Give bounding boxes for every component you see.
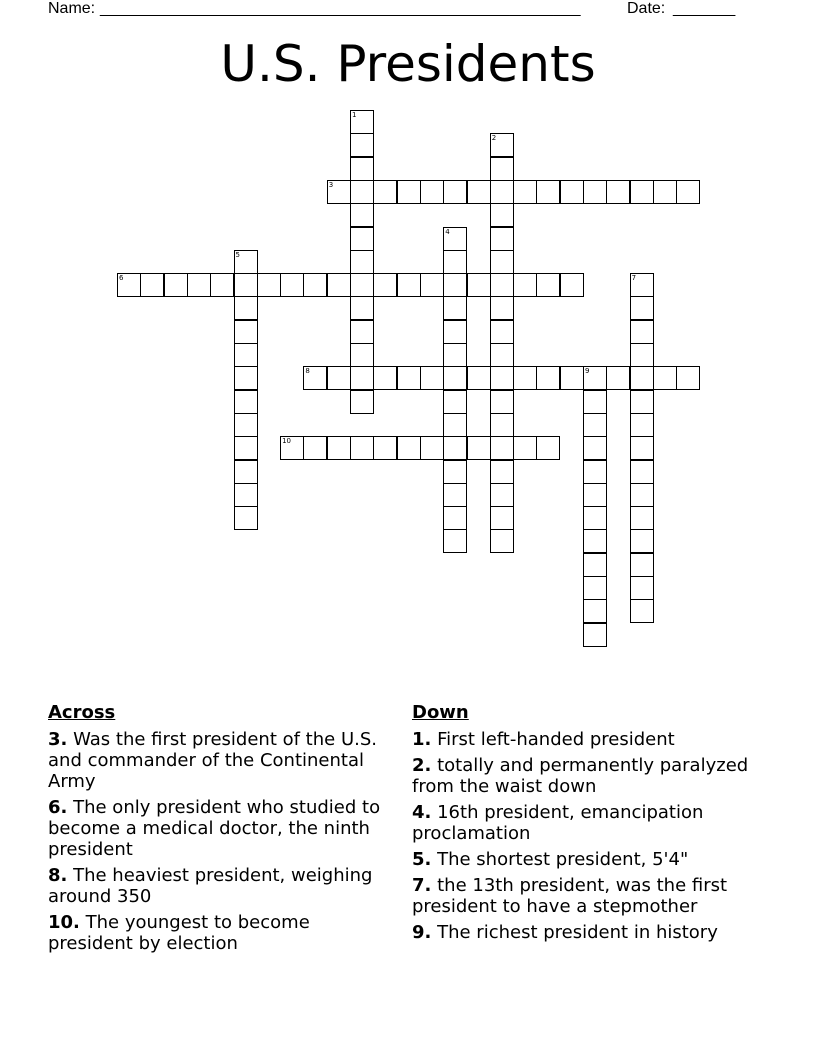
- crossword-cell[interactable]: [513, 366, 537, 390]
- crossword-cell[interactable]: [443, 227, 467, 251]
- clue-number: 7.: [412, 875, 432, 896]
- crossword-cell[interactable]: [234, 343, 258, 367]
- clue-text: The youngest to become president by election: [48, 912, 310, 954]
- crossword-cell[interactable]: [443, 180, 467, 204]
- crossword-cell[interactable]: [490, 436, 514, 460]
- crossword-cell[interactable]: [350, 250, 374, 274]
- crossword-cell[interactable]: [467, 436, 491, 460]
- crossword-cell[interactable]: [560, 366, 584, 390]
- across-clues: [48, 702, 388, 959]
- crossword-cell[interactable]: [257, 273, 281, 297]
- crossword-cell[interactable]: [583, 576, 607, 600]
- crossword-cell[interactable]: [653, 180, 677, 204]
- crossword-cell[interactable]: [420, 436, 444, 460]
- crossword-cell[interactable]: [443, 273, 467, 297]
- crossword-cell[interactable]: [560, 273, 584, 297]
- crossword-cell[interactable]: [350, 133, 374, 157]
- cell-number: 7: [631, 274, 637, 283]
- crossword-cell[interactable]: [234, 273, 258, 297]
- cell-number: 2: [491, 134, 497, 143]
- crossword-cell[interactable]: [420, 180, 444, 204]
- crossword-cell[interactable]: [583, 436, 607, 460]
- across-clue: [48, 797, 388, 860]
- crossword-cell[interactable]: [536, 366, 560, 390]
- crossword-cell[interactable]: [280, 436, 304, 460]
- down-clue: [412, 875, 762, 917]
- crossword-cell[interactable]: [210, 273, 234, 297]
- crossword-cell[interactable]: [443, 506, 467, 530]
- crossword-cell[interactable]: [303, 273, 327, 297]
- crossword-cell[interactable]: [536, 436, 560, 460]
- crossword-cell[interactable]: [676, 180, 700, 204]
- down-clues: [412, 702, 762, 948]
- down-clue: [412, 922, 762, 943]
- crossword-cell[interactable]: [490, 227, 514, 251]
- crossword-cell[interactable]: [583, 366, 607, 390]
- crossword-cell[interactable]: [443, 460, 467, 484]
- crossword-cell[interactable]: [350, 436, 374, 460]
- cell-number: 9: [585, 367, 590, 376]
- crossword-cell[interactable]: [583, 529, 607, 553]
- clue-text: The shortest president, 5'4": [437, 849, 689, 870]
- crossword-cell[interactable]: [630, 390, 654, 414]
- crossword-cell[interactable]: [490, 506, 514, 530]
- crossword-cell[interactable]: [187, 273, 211, 297]
- crossword-cell[interactable]: [630, 576, 654, 600]
- crossword-cell[interactable]: [490, 203, 514, 227]
- crossword-cell[interactable]: [443, 390, 467, 414]
- crossword-cell[interactable]: [443, 366, 467, 390]
- clue-text: The heaviest president, weighing around 350: [48, 865, 373, 907]
- crossword-cell[interactable]: [630, 296, 654, 320]
- across-clue: [48, 912, 388, 954]
- crossword-cell[interactable]: [490, 273, 514, 297]
- cell-number: 8: [305, 367, 310, 376]
- cell-number: 1: [352, 111, 357, 119]
- crossword-cell[interactable]: [630, 529, 654, 553]
- crossword-cell[interactable]: [443, 483, 467, 507]
- down-clue: [412, 849, 762, 870]
- crossword-cell[interactable]: [327, 366, 351, 390]
- crossword-cell[interactable]: [676, 366, 700, 390]
- crossword-cell[interactable]: [583, 599, 607, 623]
- crossword-cell[interactable]: [490, 483, 514, 507]
- crossword-cell[interactable]: [583, 553, 607, 577]
- cell-number: 4: [445, 227, 450, 236]
- crossword-cell[interactable]: [630, 180, 654, 204]
- crossword-cell[interactable]: [583, 460, 607, 484]
- crossword-cell[interactable]: [630, 343, 654, 367]
- crossword-cell[interactable]: [350, 157, 374, 181]
- crossword-cell[interactable]: [583, 180, 607, 204]
- crossword-cell[interactable]: [234, 436, 258, 460]
- crossword-cell[interactable]: [397, 366, 421, 390]
- crossword-cell[interactable]: [350, 180, 374, 204]
- crossword-cell[interactable]: [303, 436, 327, 460]
- across-heading: Across: [48, 702, 116, 723]
- clue-text: totally and permanently paralyzed from the waist down: [412, 755, 749, 797]
- crossword-cell[interactable]: [443, 413, 467, 437]
- crossword-cell[interactable]: [536, 180, 560, 204]
- crossword-cell[interactable]: [420, 366, 444, 390]
- crossword-cell[interactable]: [630, 483, 654, 507]
- page-title: U.S. Presidents: [220, 35, 596, 93]
- crossword-cell[interactable]: [350, 320, 374, 344]
- crossword-cell[interactable]: [397, 273, 421, 297]
- crossword-cell[interactable]: [373, 366, 397, 390]
- crossword-cell[interactable]: [490, 133, 514, 157]
- crossword-cell[interactable]: [234, 413, 258, 437]
- crossword-cell[interactable]: [327, 180, 351, 204]
- crossword-cell[interactable]: [234, 250, 258, 274]
- cell-number: 3: [328, 180, 334, 189]
- crossword-cell[interactable]: [490, 390, 514, 414]
- crossword-cell[interactable]: [513, 180, 537, 204]
- crossword-cell[interactable]: [234, 506, 258, 530]
- crossword-cell[interactable]: [583, 506, 607, 530]
- clue-number: 4.: [412, 802, 432, 823]
- clue-number: 3.: [48, 729, 68, 750]
- clue-number: 5.: [412, 849, 432, 870]
- clue-number: 8.: [48, 865, 68, 886]
- down-clue: [412, 729, 762, 750]
- crossword-cell[interactable]: [536, 273, 560, 297]
- crossword-cell[interactable]: [490, 366, 514, 390]
- clue-number: 1.: [412, 729, 432, 750]
- cell-number: 6: [119, 274, 124, 283]
- crossword-cell[interactable]: [490, 460, 514, 484]
- crossword-cell[interactable]: [117, 273, 141, 297]
- clue-text: First left-handed president: [437, 729, 675, 750]
- crossword-cell[interactable]: [653, 366, 677, 390]
- cell-number: 10: [282, 437, 292, 446]
- crossword-cell[interactable]: [164, 273, 188, 297]
- name-label: Name:: [48, 0, 96, 17]
- clue-number: 2.: [412, 755, 432, 776]
- crossword-cell[interactable]: [373, 180, 397, 204]
- name-field[interactable]: ______________________________________________________: [100, 0, 581, 17]
- clue-number: 6.: [48, 797, 68, 818]
- clue-number: 9.: [412, 922, 432, 943]
- crossword-cell[interactable]: [303, 366, 327, 390]
- crossword-cell[interactable]: [583, 623, 607, 647]
- crossword-cell[interactable]: [234, 483, 258, 507]
- clue-text: the 13th president, was the first president to have a stepmother: [412, 875, 728, 917]
- crossword-cell[interactable]: [234, 460, 258, 484]
- crossword-cell[interactable]: [583, 390, 607, 414]
- crossword-cell[interactable]: [443, 436, 467, 460]
- crossword-cell[interactable]: [630, 599, 654, 623]
- crossword-cell[interactable]: [630, 436, 654, 460]
- crossword-cell[interactable]: [606, 366, 630, 390]
- clue-text: Was the first president of the U.S. and commander of the Continental Army: [48, 729, 377, 792]
- crossword-cell[interactable]: [630, 460, 654, 484]
- crossword-cell[interactable]: [234, 296, 258, 320]
- crossword-cell[interactable]: [490, 296, 514, 320]
- date-label: Date:: [627, 0, 666, 17]
- clue-text: The only president who studied to become a medical doctor, the ninth president: [48, 797, 381, 860]
- crossword-cell[interactable]: [350, 227, 374, 251]
- crossword-cell[interactable]: [630, 413, 654, 437]
- crossword-cell[interactable]: [443, 529, 467, 553]
- crossword-cell[interactable]: [467, 180, 491, 204]
- crossword-cell[interactable]: [140, 273, 164, 297]
- clue-number: 10.: [48, 912, 80, 933]
- date-field[interactable]: _______: [673, 0, 736, 17]
- crossword-cell[interactable]: [443, 296, 467, 320]
- down-clue: [412, 802, 762, 844]
- crossword-cell[interactable]: [443, 343, 467, 367]
- down-clue: [412, 755, 762, 797]
- crossword-cell[interactable]: [490, 413, 514, 437]
- clue-text: 16th president, emancipation proclamation: [412, 802, 704, 844]
- crossword-cell[interactable]: [350, 110, 374, 134]
- crossword-cell[interactable]: [490, 529, 514, 553]
- crossword-cell[interactable]: [327, 436, 351, 460]
- crossword-cell[interactable]: [630, 553, 654, 577]
- clue-text: The richest president in history: [437, 922, 718, 943]
- crossword-cell[interactable]: [560, 180, 584, 204]
- crossword-cell[interactable]: [606, 180, 630, 204]
- crossword-cell[interactable]: [490, 250, 514, 274]
- crossword-cell[interactable]: [513, 273, 537, 297]
- crossword-cell[interactable]: [467, 273, 491, 297]
- cell-number: 5: [235, 250, 240, 259]
- crossword-cell[interactable]: [630, 273, 654, 297]
- crossword-cell[interactable]: [490, 157, 514, 181]
- crossword-cell[interactable]: [443, 250, 467, 274]
- crossword-cell[interactable]: [583, 483, 607, 507]
- crossword-cell[interactable]: [327, 273, 351, 297]
- crossword-cell[interactable]: [490, 320, 514, 344]
- crossword-cell[interactable]: [350, 203, 374, 227]
- crossword-cell[interactable]: [583, 413, 607, 437]
- crossword-cell[interactable]: [420, 273, 444, 297]
- across-clue: [48, 729, 388, 792]
- crossword-cell[interactable]: [234, 320, 258, 344]
- crossword-cell[interactable]: [513, 436, 537, 460]
- crossword-cell[interactable]: [350, 366, 374, 390]
- crossword-cell[interactable]: [280, 273, 304, 297]
- crossword-cell[interactable]: [490, 343, 514, 367]
- crossword-cell[interactable]: [630, 320, 654, 344]
- crossword-cell[interactable]: [373, 436, 397, 460]
- crossword-cell[interactable]: [373, 273, 397, 297]
- crossword-cell[interactable]: [234, 366, 258, 390]
- crossword-cell[interactable]: [467, 366, 491, 390]
- crossword-cell[interactable]: [397, 180, 421, 204]
- crossword-cell[interactable]: [490, 180, 514, 204]
- across-clue: [48, 865, 388, 907]
- crossword-cell[interactable]: [443, 320, 467, 344]
- crossword-cell[interactable]: [350, 273, 374, 297]
- down-heading: Down: [412, 702, 469, 723]
- crossword-cell[interactable]: [350, 343, 374, 367]
- crossword-cell[interactable]: [630, 506, 654, 530]
- crossword-cell[interactable]: [397, 436, 421, 460]
- crossword-cell[interactable]: [350, 296, 374, 320]
- crossword-cell[interactable]: [630, 366, 654, 390]
- crossword-cell[interactable]: [350, 390, 374, 414]
- crossword-cell[interactable]: [234, 390, 258, 414]
